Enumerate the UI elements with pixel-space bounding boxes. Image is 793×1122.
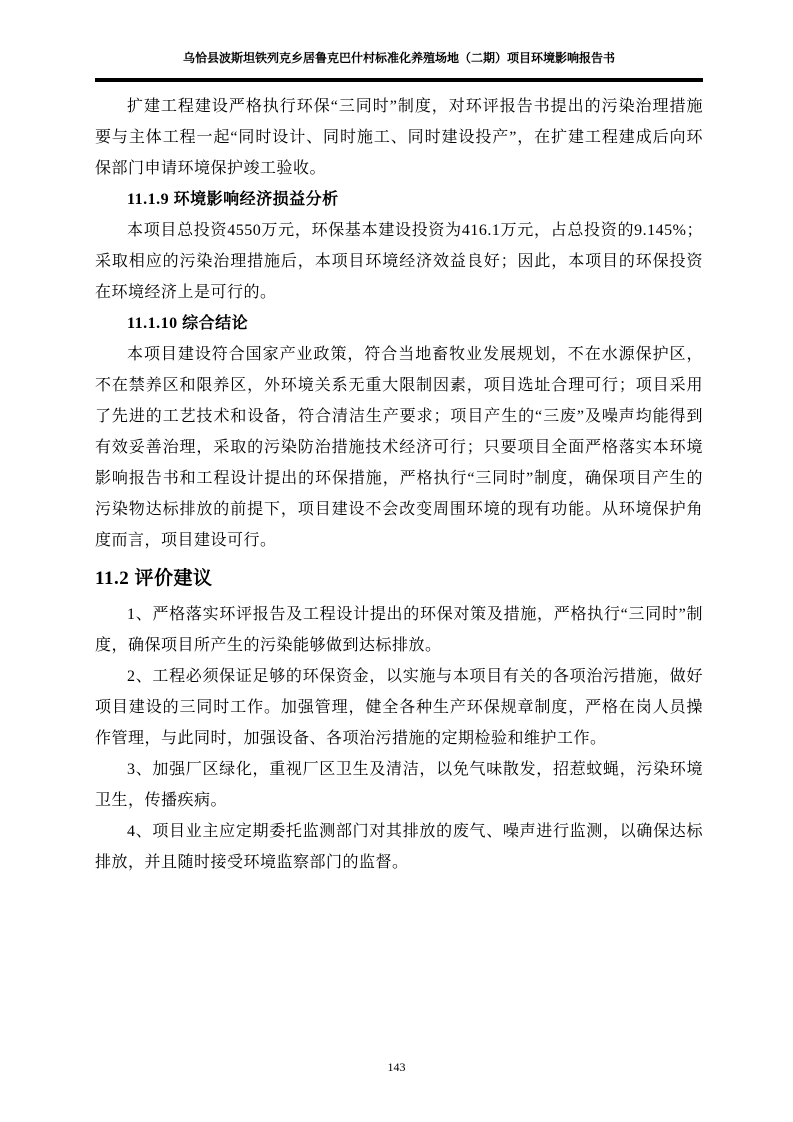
- suggestion-item-1: 1、严格落实环评报告及工程设计提出的环保对策及措施，严格执行“三同时”制度，确保项目所产生的污染能够做到达标排放。: [95, 606, 703, 654]
- heading-11-2: 11.2 评价建议: [95, 568, 213, 589]
- running-header-title: 乌恰县波斯坦铁列克乡居鲁克巴什村标准化养殖场地（二期）项目环境影响报告书: [182, 51, 615, 65]
- heading-11-1-9: 11.1.9 环境影响经济损益分析: [127, 191, 339, 208]
- page-number: 143: [387, 1060, 406, 1074]
- paragraph-comprehensive-conclusion: 本项目建设符合国家产业政策，符合当地畜牧业发展规划，不在水源保护区，不在禁养区和限养区，外环境关系无重大限制因素，项目选址合理可行；项目采用了先进的工艺技术和设备，符合清洁生产要求；项目产生的“三废”及噪声均能得到有效妥善治理，采取的污染防治措施技术经济可行；只要项目全面严格落实本环境影响报告书和工程设计提出的环保措施，严格执行“三同时”制度，确保项目产生的污染物达标排放的前提下，项目建设不会改变周围环境的现有功能。从环境保护角度而言，项目建设可行。: [95, 346, 703, 549]
- header-divider: [95, 78, 703, 82]
- paragraph-investment-analysis: 本项目总投资4550万元，环保基本建设投资为416.1万元，占总投资的9.145%；采取相应的污染治理措施后，本项目环境经济效益良好；因此，本项目的环保投资在环境经济上是可行的。: [95, 222, 703, 301]
- page-body: [95, 91, 703, 878]
- heading-11-1-10: 11.1.10 综合结论: [127, 315, 249, 332]
- suggestion-item-2: 2、工程必须保证足够的环保资金，以实施与本项目有关的各项治污措施，做好项目建设的三同时工作。加强管理，健全各种生产环保规章制度，严格在岗人员操作管理，与此同时，加强设备、各项治污措施的定期检验和维护工作。: [95, 668, 703, 747]
- paragraph-three-simultaneous-policy: 扩建工程建设严格执行环保“三同时”制度，对环评报告书提出的污染治理措施要与主体工程一起“同时设计、同时施工、同时建设投产”，在扩建工程建成后向环保部门申请环境保护竣工验收。: [95, 98, 703, 177]
- report-page: [95, 0, 703, 878]
- suggestion-item-3: 3、加强厂区绿化，重视厂区卫生及清洁，以免气味散发，招惹蚊蝇，污染环境卫生，传播疾病。: [95, 761, 703, 809]
- suggestion-item-4: 4、项目业主应定期委托监测部门对其排放的废气、噪声进行监测，以确保达标排放，并且随时接受环境监察部门的监督。: [95, 823, 703, 871]
